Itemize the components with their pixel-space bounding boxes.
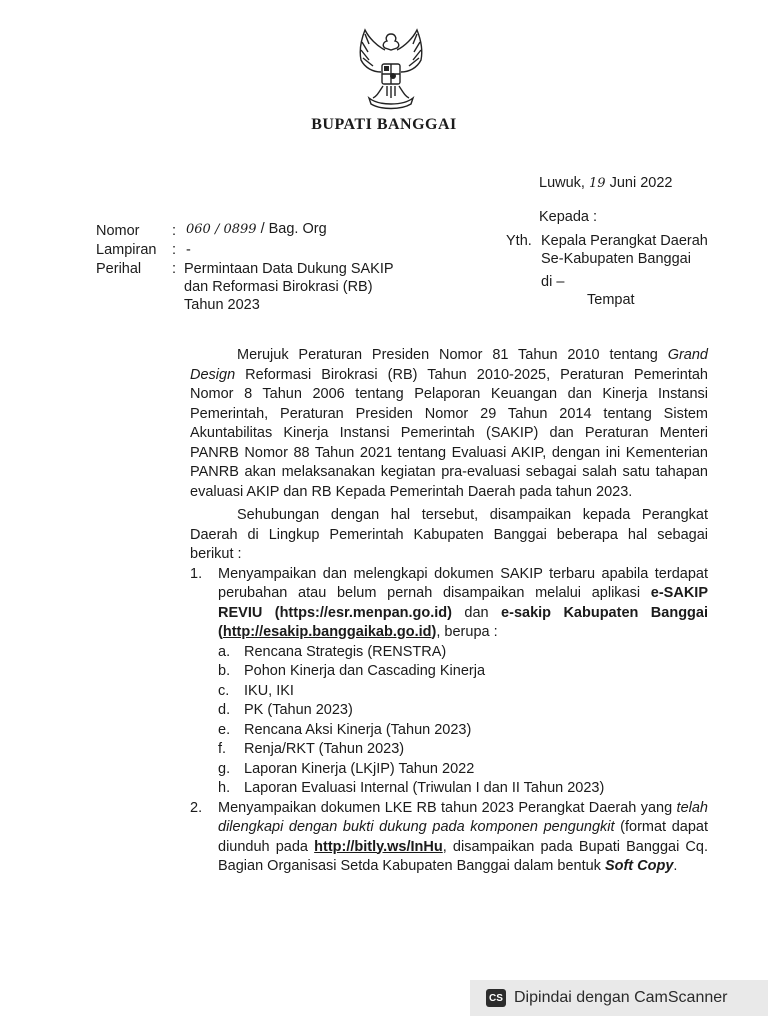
camscanner-badge bbox=[470, 980, 768, 1016]
item2-link-bitly[interactable]: http://bitly.ws/InHu bbox=[314, 838, 443, 855]
item1-text-c: dan bbox=[451, 604, 502, 621]
recipient-di: di – bbox=[541, 274, 565, 290]
sub-item-text: Pohon Kinerja dan Cascading Kinerja bbox=[244, 663, 486, 679]
perihal-line-3: Tahun 2023 bbox=[184, 297, 260, 313]
sub-item-text: Laporan Evaluasi Internal (Triwulan I dan II Tahun 2023) bbox=[244, 780, 605, 796]
perihal-line-2: dan Reformasi Birokrasi (RB) bbox=[184, 279, 373, 295]
sub-list bbox=[218, 643, 708, 799]
date-line bbox=[539, 174, 672, 193]
sub-item-letter: b. bbox=[218, 663, 231, 679]
sub-item bbox=[218, 701, 708, 721]
item2-text-c: , disampaikan pada Bupati Banggai Cq. Bagian Organisasi Setda Kabupaten Banggai dalam bentuk bbox=[218, 838, 709, 874]
para1-text-b: Reformasi Birokrasi (RB) Tahun 2010-2025, Peraturan Pemerintah Nomor 8 Tahun 2006 tentang Pelaporan Keuangan dan Kinerja Instansi Pemerintah, Peraturan Presiden Nomor 29 Tahun 2014 tentang Sistem Akuntabilitas Kinerja Instansi Pemerintah (SAKIP) dan Peraturan Menteri PANRB Nomor 88 Tahun 2021 tentang Evaluasi AKIP, dengan ini Kementerian PANRB akan melaksanakan kegiatan pra-evaluasi sebagai salah satu tahapan evaluasi AKIP dan RB Kepada Pemerintah Daerah pada tahun 2023. bbox=[190, 366, 708, 500]
sub-item-letter: f. bbox=[218, 741, 227, 757]
para1-italic: Grand Design bbox=[190, 347, 708, 383]
list-item-1 bbox=[190, 565, 708, 799]
sub-item-letter: c. bbox=[218, 682, 230, 699]
perihal-colon: : bbox=[172, 261, 177, 277]
letter-body bbox=[190, 346, 708, 877]
sub-item-text: Rencana Strategis (RENSTRA) bbox=[244, 643, 447, 660]
list-item-2 bbox=[190, 799, 708, 877]
lampiran-label: Lampiran bbox=[96, 242, 157, 258]
date-month-year: Juni 2022 bbox=[609, 175, 673, 191]
nomor-colon: : bbox=[172, 223, 177, 239]
garuda-emblem-icon bbox=[343, 26, 439, 112]
sub-item-letter: a. bbox=[218, 643, 231, 660]
item2-italic: telah dilengkapi dengan bukti dukung pada komponen pengungkit bbox=[218, 799, 708, 835]
item1-text-d: , berupa : bbox=[436, 624, 498, 640]
recipient-label: Kepada : bbox=[539, 209, 598, 225]
date-day-handwritten: 19 bbox=[588, 176, 606, 191]
lampiran-value: - bbox=[186, 242, 191, 258]
camscanner-logo-icon: CS bbox=[486, 989, 506, 1007]
sub-item bbox=[218, 740, 708, 760]
sub-item-text: PK (Tahun 2023) bbox=[244, 702, 353, 718]
nomor-value bbox=[186, 220, 327, 239]
item1-bold-esr: e-SAKIP REVIU (https://esr.menpan.go.id) bbox=[218, 585, 708, 621]
item1-number: 1. bbox=[190, 565, 203, 582]
sub-item bbox=[218, 779, 708, 799]
recipient-yth: Yth. bbox=[506, 233, 532, 249]
item2-soft-copy: Soft Copy bbox=[604, 858, 674, 874]
item1-text-a: Menyampaikan dan melengkapi dokumen SAKIP terbaru apabila terdapat perubahan atau belum pernah disampaikan melalui aplikasi bbox=[218, 565, 708, 601]
para1-text-a: Merujuk Peraturan Presiden Nomor 81 Tahun 2010 tentang bbox=[237, 347, 668, 363]
sub-item-text: IKU, IKI bbox=[244, 682, 294, 699]
item1-link-esakip[interactable]: http://esakip.banggaikab.go.id bbox=[222, 624, 432, 640]
item2-text-b: (format dapat diunduh pada bbox=[218, 819, 708, 855]
item1-bold-close: ) bbox=[431, 624, 437, 640]
nomor-label: Nomor bbox=[96, 223, 140, 239]
recipient-tempat: Tempat bbox=[587, 292, 635, 308]
paragraph-2: Sehubungan dengan hal tersebut, disampaikan kepada Perangkat Daerah di Lingkup Pemerintah Kabupaten Banggai beberapa hal sebagai berikut : bbox=[190, 507, 708, 562]
sub-item bbox=[218, 760, 708, 780]
sub-item-letter: g. bbox=[218, 760, 231, 777]
paragraph-1 bbox=[190, 346, 708, 502]
main-list bbox=[190, 565, 708, 877]
sub-item bbox=[218, 643, 708, 663]
sub-item-letter: d. bbox=[218, 702, 231, 718]
item2-text bbox=[218, 799, 708, 877]
sub-item bbox=[218, 662, 708, 682]
letterhead-title: BUPATI BANGGAI bbox=[311, 116, 457, 133]
item2-text-a: Menyampaikan dokumen LKE RB tahun 2023 Perangkat Daerah yang bbox=[218, 799, 677, 816]
sub-item bbox=[218, 682, 708, 702]
date-place: Luwuk, bbox=[539, 175, 585, 191]
nomor-handwritten: 060 / 0899 bbox=[186, 222, 257, 237]
item1-text bbox=[218, 565, 708, 643]
recipient-line-1: Kepala Perangkat Daerah bbox=[541, 233, 708, 249]
sub-item-text: Renja/RKT (Tahun 2023) bbox=[244, 741, 405, 757]
item2-number: 2. bbox=[190, 799, 203, 816]
item1-bold-esakip: e-sakip Kabupaten Banggai ( bbox=[218, 604, 709, 640]
sub-item-letter: e. bbox=[218, 721, 231, 738]
sub-item bbox=[218, 721, 708, 741]
sub-item-text: Rencana Aksi Kinerja (Tahun 2023) bbox=[244, 721, 472, 738]
lampiran-colon: : bbox=[172, 242, 177, 258]
camscanner-text: Dipindai dengan CamScanner bbox=[514, 989, 728, 1006]
sub-item-text: Laporan Kinerja (LKjIP) Tahun 2022 bbox=[244, 760, 475, 777]
recipient-line-2: Se-Kabupaten Banggai bbox=[541, 251, 691, 267]
nomor-suffix: / Bag. Org bbox=[260, 221, 327, 237]
perihal-line-1: Permintaan Data Dukung SAKIP bbox=[184, 261, 394, 277]
item2-text-d: . bbox=[673, 858, 678, 874]
sub-item-letter: h. bbox=[218, 780, 231, 796]
perihal-label: Perihal bbox=[96, 261, 142, 277]
